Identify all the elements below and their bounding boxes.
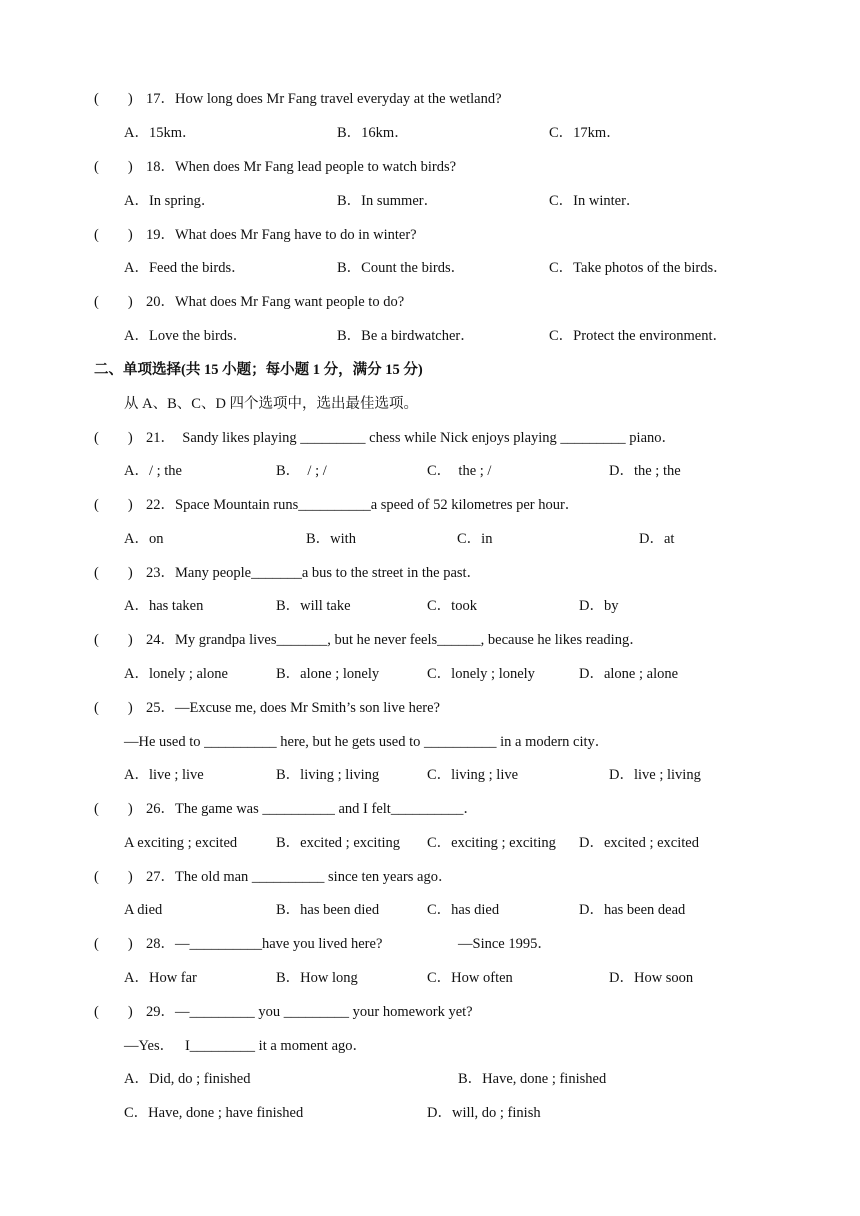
option-c: C．lonely ; lonely	[427, 666, 535, 682]
answer-blank: ( )	[94, 801, 133, 817]
option-b: B．How long	[276, 970, 358, 986]
option-a: A．live ; live	[124, 767, 204, 783]
option-a: A．Feed the birds．	[124, 260, 246, 276]
option-c: C．Take photos of the birds．	[549, 260, 728, 276]
question-24-stem: 24．My grandpa lives_______, but he never feels______, because he likes reading．	[146, 632, 644, 648]
option-b: B．will take	[276, 598, 351, 614]
option-b: B．living ; living	[276, 767, 380, 783]
option-c: C．exciting ; exciting	[427, 835, 556, 851]
option-a: A．has taken	[124, 598, 204, 614]
question-26-stem: 26．The game was __________ and I felt__________．	[146, 801, 478, 817]
question-19-stem: 19．What does Mr Fang have to do in winter?	[146, 227, 417, 243]
option-a: A．Did, do ; finished	[124, 1071, 251, 1087]
question-21-stem: 21． Sandy likes playing _________ chess while Nick enjoys playing _________ piano．	[146, 430, 677, 446]
option-c: C．Protect the environment．	[549, 328, 727, 344]
question-20-stem: 20．What does Mr Fang want people to do?	[146, 294, 405, 310]
option-d: D．has been dead	[579, 902, 686, 918]
option-b: B．Have, done ; finished	[458, 1071, 607, 1087]
option-a: A died	[124, 902, 163, 918]
option-c: C．In winter．	[549, 193, 641, 209]
option-c: C．took	[427, 598, 477, 614]
question-22-stem: 22．Space Mountain runs__________a speed of 52 kilometres per hour．	[146, 497, 580, 513]
option-d: D．live ; living	[609, 767, 701, 783]
option-c: C．has died	[427, 902, 500, 918]
question-18-stem: 18．When does Mr Fang lead people to watch birds?	[146, 159, 457, 175]
answer-blank: ( )	[94, 91, 133, 107]
question-27-stem: 27．The old man __________ since ten years ago．	[146, 869, 453, 885]
question-28-stem: 28．—__________have you lived here?	[146, 936, 383, 952]
option-d: D．the ; the	[609, 463, 681, 479]
option-a: A．How far	[124, 970, 197, 986]
answer-blank: ( )	[94, 936, 133, 952]
option-b: B．16km．	[337, 125, 409, 141]
question-25-stem: 25．—Excuse me, does Mr Smith’s son live here?	[146, 700, 440, 716]
answer-blank: ( )	[94, 632, 133, 648]
option-b: B．Be a birdwatcher．	[337, 328, 475, 344]
option-c: C．in	[457, 531, 493, 547]
option-b: B． / ; /	[276, 463, 327, 479]
option-c: C．17km．	[549, 125, 621, 141]
question-23-stem: 23．Many people_______a bus to the street in the past．	[146, 565, 482, 581]
answer-blank: ( )	[94, 227, 133, 243]
option-a: A．In spring．	[124, 193, 216, 209]
answer-blank: ( )	[94, 1004, 133, 1020]
option-b: B．with	[306, 531, 356, 547]
option-d: D．at	[639, 531, 675, 547]
option-a: A．/ ; the	[124, 463, 182, 479]
answer-blank: ( )	[94, 159, 133, 175]
option-d: D．excited ; excited	[579, 835, 699, 851]
option-d: D．will, do ; finish	[427, 1105, 541, 1121]
option-d: D．alone ; alone	[579, 666, 679, 682]
answer-blank: ( )	[94, 700, 133, 716]
answer-blank: ( )	[94, 565, 133, 581]
question-29-stem: 29．—_________ you _________ your homework yet?	[146, 1004, 473, 1020]
option-a: A．15km．	[124, 125, 197, 141]
option-b: B．has been died	[276, 902, 380, 918]
option-b: B．Count the birds．	[337, 260, 466, 276]
section-instruction: 从 A、B、C、D 四个选项中，选出最佳选项。	[124, 396, 419, 412]
option-c: C．Have, done ; have finished	[124, 1105, 304, 1121]
section-heading: 二、单项选择(共 15 小题；每小题 1 分，满分 15 分)	[94, 362, 423, 378]
option-a: A．on	[124, 531, 164, 547]
question-25-line2: —He used to __________ here, but he gets used to __________ in a modern city．	[124, 734, 610, 750]
answer-blank: ( )	[94, 430, 133, 446]
question-29-line2: —Yes． I_________ it a moment ago．	[124, 1038, 368, 1054]
option-b: B．alone ; lonely	[276, 666, 380, 682]
option-a: A．lonely ; alone	[124, 666, 228, 682]
question-28-reply: —Since 1995．	[458, 936, 552, 952]
option-d: D．by	[579, 598, 619, 614]
answer-blank: ( )	[94, 497, 133, 513]
option-a: A．Love the birds．	[124, 328, 248, 344]
option-c: C．How often	[427, 970, 513, 986]
answer-blank: ( )	[94, 294, 133, 310]
option-d: D．How soon	[609, 970, 694, 986]
answer-blank: ( )	[94, 869, 133, 885]
option-b: B．excited ; exciting	[276, 835, 401, 851]
option-c: C． the ; /	[427, 463, 492, 479]
option-a: A exciting ; excited	[124, 835, 238, 851]
option-b: B．In summer．	[337, 193, 439, 209]
option-c: C．living ; live	[427, 767, 519, 783]
question-17-stem: 17．How long does Mr Fang travel everyday at the wetland?	[146, 91, 502, 107]
